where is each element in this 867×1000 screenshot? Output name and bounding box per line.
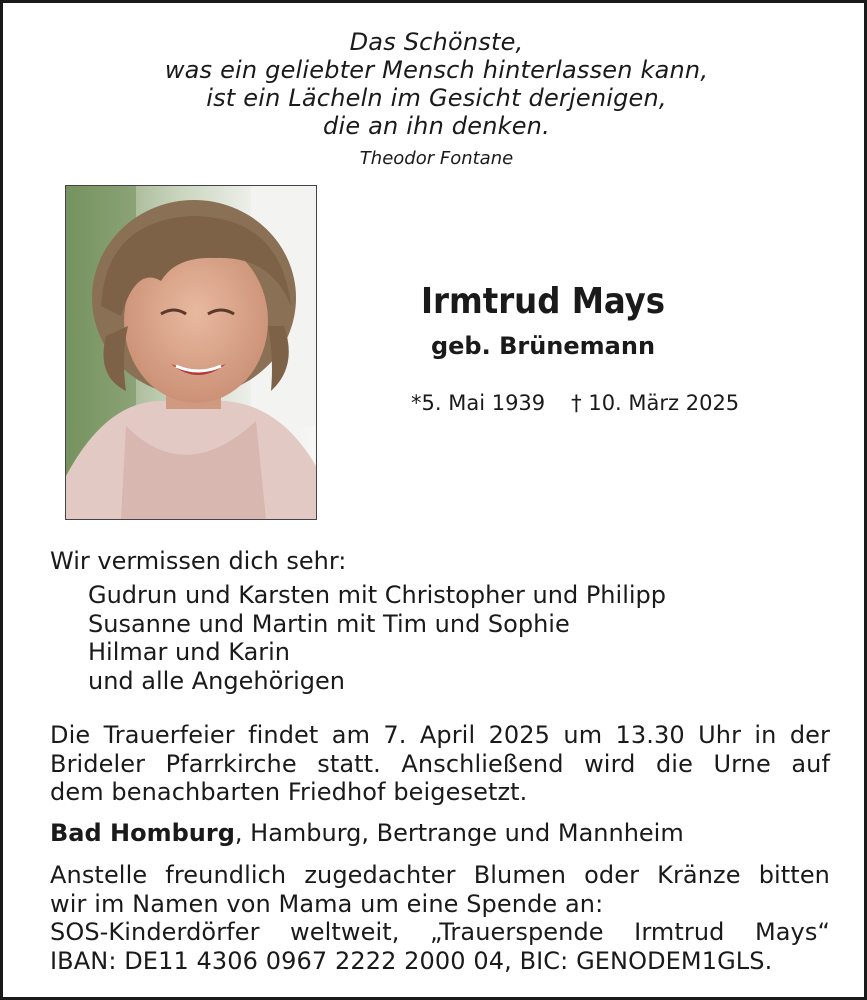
quote-line: ist ein Lächeln im Gesicht derjenigen, bbox=[206, 84, 667, 112]
deceased-name: Irmtrud Mays bbox=[420, 281, 666, 322]
donation-paragraph bbox=[50, 861, 830, 975]
donation-line: Anstelle freundlich zugedachter Blumen oder Kränze bitten bbox=[50, 861, 830, 889]
quote-line: was ein geliebter Mensch hinterlassen kann, bbox=[164, 56, 709, 84]
birth-date: *5. Mai 1939 bbox=[411, 391, 546, 415]
quote-block bbox=[3, 28, 867, 170]
donation-line: SOS-Kinderdörfer weltweit, „Trauerspende Irmtrud Mays“ bbox=[50, 918, 830, 946]
portrait-illustration bbox=[66, 186, 316, 519]
mourner-line: Susanne und Martin mit Tim und Sophie bbox=[88, 609, 570, 638]
quote-line: die an ihn denken. bbox=[323, 112, 550, 140]
death-date: † 10. März 2025 bbox=[571, 391, 740, 415]
mourners-heading: Wir vermissen dich sehr: bbox=[50, 547, 347, 575]
primary-place: Bad Homburg bbox=[50, 819, 235, 847]
ceremony-line: Brideler Pfarrkirche statt. Anschließend wird die Urne auf bbox=[50, 749, 830, 778]
other-places: , Hamburg, Bertrange und Mannheim bbox=[234, 819, 684, 847]
ceremony-line: dem benachbarten Friedhof beigesetzt. bbox=[50, 778, 528, 806]
maiden-name: geb. Brünemann bbox=[430, 332, 656, 360]
places-line bbox=[50, 818, 684, 848]
portrait-photo bbox=[65, 185, 317, 520]
quote-line: Das Schönste, bbox=[349, 28, 524, 56]
ceremony-line: Die Trauerfeier findet am 7. April 2025 um 13.30 Uhr in der bbox=[50, 721, 830, 749]
donation-line: IBAN: DE11 4306 0967 2222 2000 04, BIC: GENODEM1GLS. bbox=[50, 946, 773, 975]
mourner-line: Hilmar und Karin bbox=[88, 638, 291, 666]
life-dates bbox=[411, 389, 739, 417]
mourners-list bbox=[88, 581, 666, 695]
mourner-line: Gudrun und Karsten mit Christopher und Philipp bbox=[88, 581, 666, 609]
quote-author: Theodor Fontane bbox=[359, 148, 514, 169]
donation-line: wir im Namen von Mama um eine Spende an: bbox=[50, 889, 604, 918]
ceremony-paragraph bbox=[50, 721, 830, 807]
mourner-line: und alle Angehörigen bbox=[88, 666, 345, 695]
